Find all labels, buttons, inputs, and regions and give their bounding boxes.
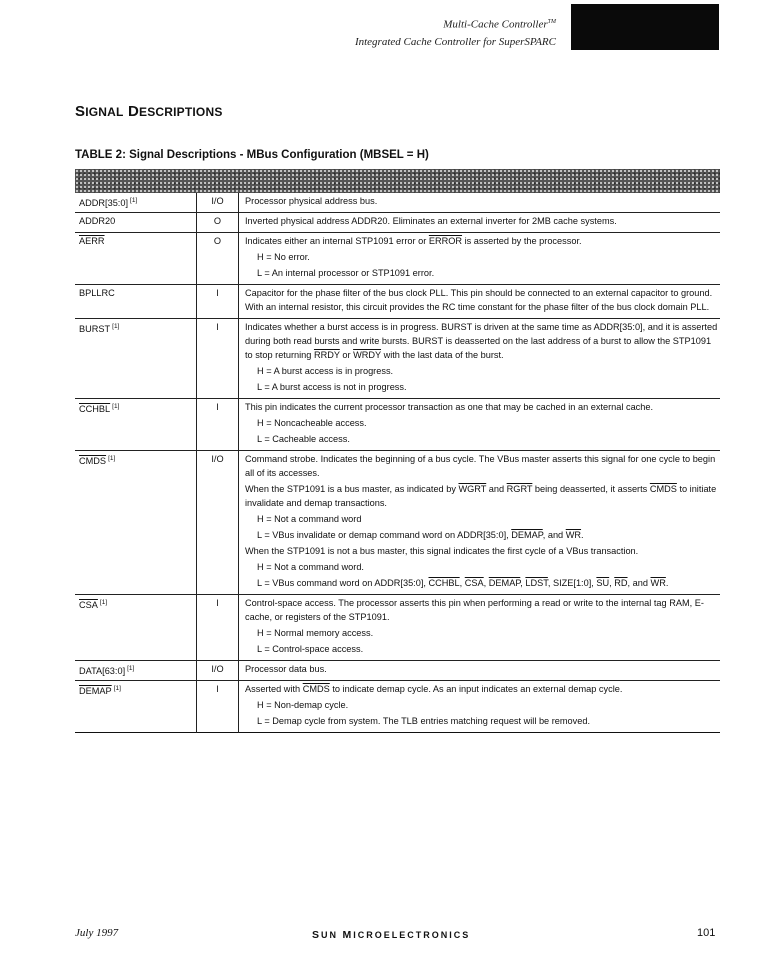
running-header — [355, 14, 556, 51]
signal-name: BPLLRC — [79, 288, 115, 298]
signal-io: I — [197, 681, 239, 733]
signal-description: Indicates either an internal STP1091 error or ERROR is asserted by the processor. H = No error. L = An internal processor or STP1091 error. — [239, 233, 721, 285]
signal-name: DEMAP [1] — [79, 685, 121, 696]
signal-description: This pin indicates the current processor transaction as one that may be cached in an external cache. H = Noncacheable access. L = Cacheable access. — [239, 399, 721, 451]
table-row — [75, 595, 720, 661]
table-row — [75, 193, 720, 213]
header-product-line: Multi-Cache Controller™ — [443, 18, 556, 31]
header-tab-block — [571, 4, 719, 50]
table-row — [75, 399, 720, 451]
table-row — [75, 681, 720, 733]
signal-io: I — [197, 319, 239, 399]
table-row — [75, 213, 720, 233]
signal-name: $\overline{CSA}$ [1] — [79, 599, 108, 610]
signal-io: O — [197, 233, 239, 285]
signal-name: CMDS [1] — [79, 455, 116, 466]
signal-io: I — [197, 595, 239, 661]
signal-name: ADDR[35:0] [1] — [79, 197, 138, 208]
table-row — [75, 451, 720, 595]
signal-io: I/O — [197, 661, 239, 681]
signal-name: ADDR20 — [79, 216, 116, 226]
footer-brand: SUN MICROELECTRONICS — [312, 929, 471, 941]
page-number: 101 — [697, 927, 716, 939]
table-row — [75, 319, 720, 399]
signal-name: CCHBL [1] — [79, 403, 120, 414]
signal-io: I/O — [197, 193, 239, 213]
signal-description: Asserted with CMDS to indicate demap cycle. As an input indicates an external demap cycle. H = Non-demap cycle. L = Demap cycle from system. The TLB entries matching request will be removed. — [239, 681, 721, 733]
signal-io: I/O — [197, 451, 239, 595]
signal-io: I — [197, 285, 239, 319]
table-header-band — [75, 169, 720, 193]
signal-description: Processor physical address bus. — [239, 193, 721, 213]
table-row — [75, 233, 720, 285]
footer-date: July 1997 — [75, 927, 119, 939]
table-title: TABLE 2: Signal Descriptions - MBus Configuration (MBSEL = H) — [75, 149, 429, 161]
header-subtitle: Integrated Cache Controller for SuperSPARC — [354, 35, 556, 48]
trademark-mark: TM — [547, 19, 556, 25]
signal-io: O — [197, 213, 239, 233]
table-row — [75, 661, 720, 681]
signal-description: Control-space access. The processor asserts this pin when performing a read or write to the internal tag RAM, E-cache, or registers of the STP1091. H = Normal memory access. L = Control-space access. — [239, 595, 721, 661]
signal-description: Processor data bus. — [239, 661, 721, 681]
table-row — [75, 285, 720, 319]
signal-name: BURST [1] — [79, 323, 120, 334]
section-title: SIGNAL DESCRIPTIONS — [75, 103, 223, 120]
signal-description: Inverted physical address ADDR20. Eliminates an external inverter for 2MB cache systems. — [239, 213, 721, 233]
signal-io: I — [197, 399, 239, 451]
signal-description: Command strobe. Indicates the beginning of a bus cycle. The VBus master asserts this signal for one cycle to begin all of its accesses. When the STP1091 is a bus master, as indicated by WGRT and RGRT being deasserted, it asserts CMDS to initiate invalidate and demap transactions. H = Not a command word L = VBus invalidate or demap command word on ADDR[35:0], DEMAP, and $\overline{WR}$. When the STP1091 is not a bus master, this signal indicates the first cycle of a VBus transaction. H = Not a command word. L = VBus command word on ADDR[35:0], CCHBL, $\overline{CSA}$, DEMAP, LDST, SIZE[1:0], $\overline{SU}$, $\overline{RD}$, and $\overline{WR}$. — [239, 451, 721, 595]
signal-description: Indicates whether a burst access is in progress. BURST is driven at the same time as ADDR[35:0], and it is asserted during both read bursts and write bursts. BURST is deasserted on the last address of a burst to allow the STP1091 to stop returning RRDY or WRDY with the last data of the burst. H = A burst access is in progress. L = A burst access is not in progress. — [239, 319, 721, 399]
signal-name: AERR — [79, 236, 105, 246]
signal-description: Capacitor for the phase filter of the bus clock PLL. This pin should be connected to an external capacitor to ground. With an internal resistor, this circuit provides the RC time constant for the phase filter of the bus clock domain PLL. — [239, 285, 721, 319]
signal-table — [75, 193, 720, 733]
signal-name: DATA[63:0] [1] — [79, 665, 135, 676]
